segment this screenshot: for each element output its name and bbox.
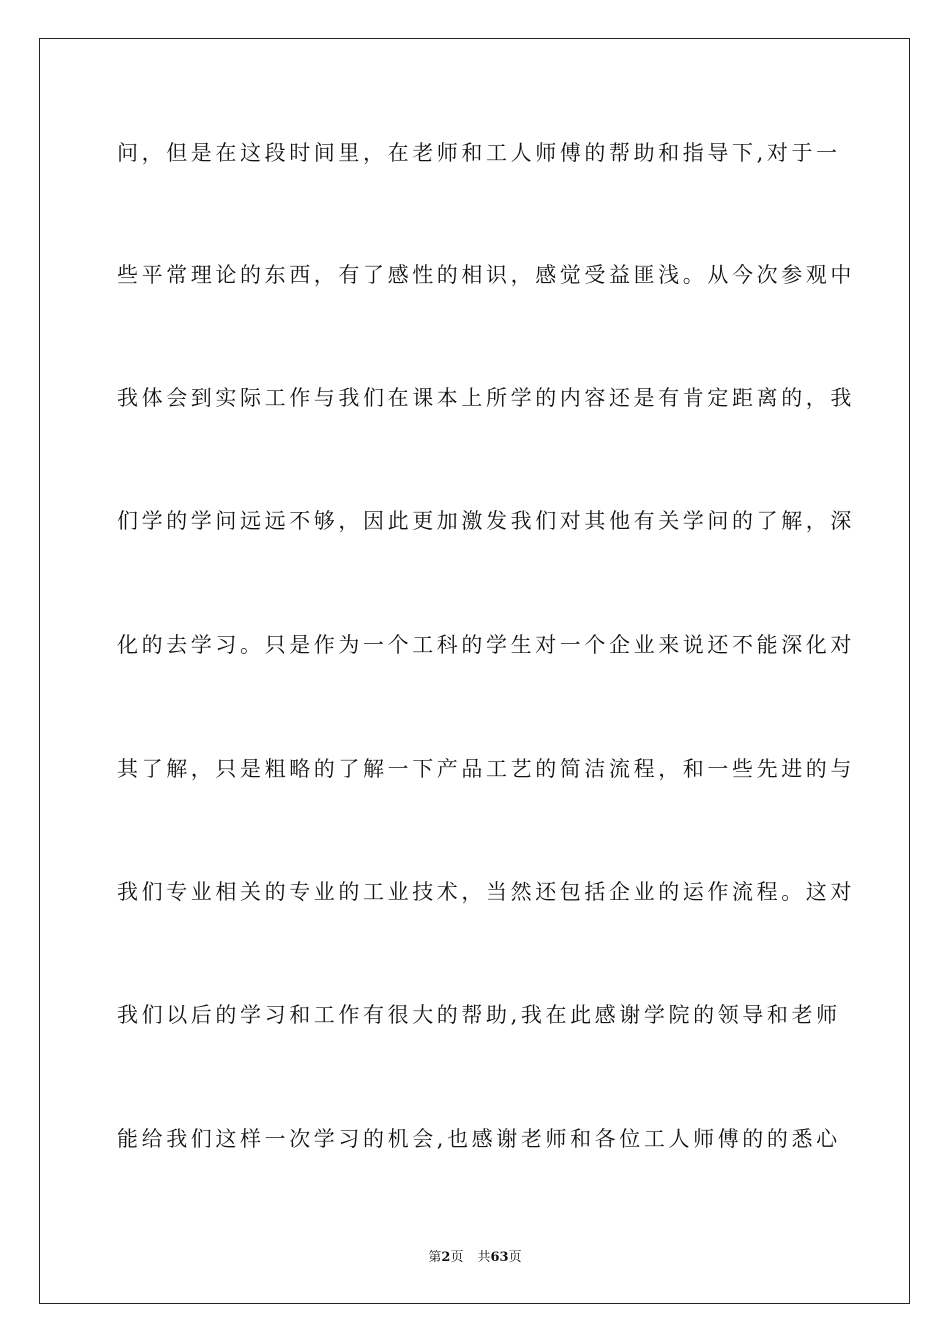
text-line: 问，但是在这段时间里，在老师和工人师傅的帮助和指导下,对于一	[117, 141, 841, 165]
text-line: 能给我们这样一次学习的机会,也感谢老师和各位工人师傅的的悉心	[117, 1127, 841, 1151]
text-line: 我们专业相关的专业的工业技术，当然还包括企业的运作流程。这对	[117, 880, 855, 904]
page-footer	[0, 1246, 950, 1265]
text-line: 们学的学问远远不够，因此更加激发我们对其他有关学问的了解，深	[117, 509, 855, 533]
text-line: 化的去学习。只是作为一个工科的学生对一个企业来说还不能深化对	[117, 633, 855, 657]
total-prefix: 共	[477, 1250, 491, 1265]
page-number: 2	[441, 1250, 451, 1265]
page-suffix: 页	[450, 1250, 464, 1265]
total-suffix: 页	[508, 1250, 522, 1265]
text-line: 些平常理论的东西，有了感性的相识，感觉受益匪浅。从今次参观中	[117, 263, 855, 287]
text-line: 我们以后的学习和工作有很大的帮助,我在此感谢学院的领导和老师	[117, 1003, 841, 1027]
page-border	[39, 38, 910, 1304]
page-prefix: 第	[428, 1250, 442, 1265]
text-line: 其了解，只是粗略的了解一下产品工艺的简洁流程，和一些先进的与	[117, 757, 855, 781]
total-pages: 63	[490, 1250, 509, 1265]
text-line: 我体会到实际工作与我们在课本上所学的内容还是有肯定距离的，我	[117, 386, 855, 410]
